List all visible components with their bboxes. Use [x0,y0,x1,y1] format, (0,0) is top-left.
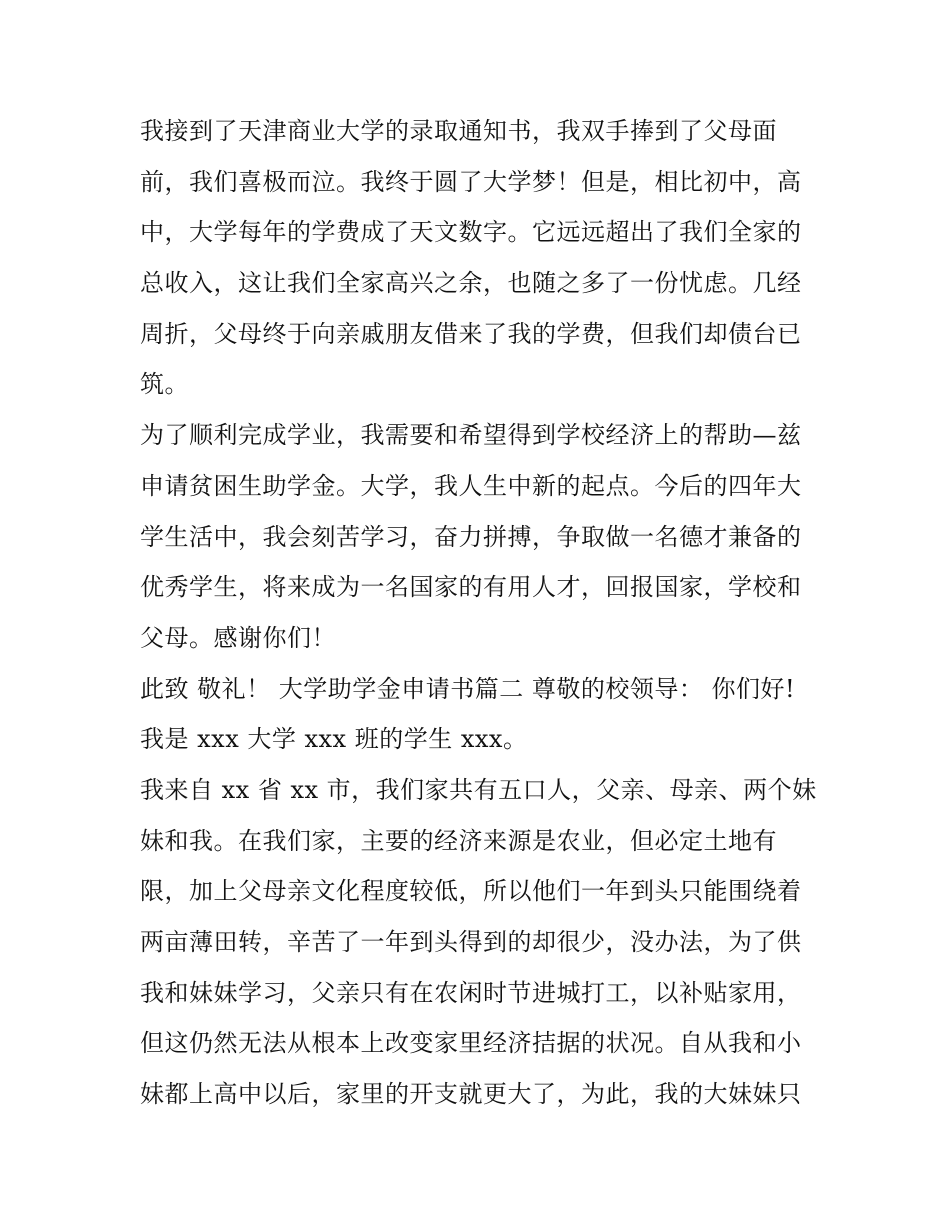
text-line: 学生活中，我会刻苦学习，奋力拼搏，争取做一名德才兼备的 [140,522,802,551]
text-line: 申请贫困生助学金。大学，我人生中新的起点。今后的四年大 [140,471,802,500]
text-line: 我是 xxx 大学 xxx 班的学生 xxx。 [140,725,528,754]
text-line: 我和妹妹学习，父亲只有在农闲时节进城打工，以补贴家用， [140,978,802,1007]
text-line: 此致 敬礼！ 大学助学金申请书篇二 尊敬的校领导： 你们好! [140,674,796,703]
text-line: 但这仍然无法从根本上改变家里经济拮据的状况。自从我和小 [140,1029,802,1058]
text-line: 妹和我。在我们家，主要的经济来源是农业，但必定土地有 [140,826,777,855]
text-line: 限，加上父母亲文化程度较低，所以他们一年到头只能围绕着 [140,877,802,906]
text-line: 妹都上高中以后，家里的开支就更大了，为此，我的大妹妹只 [140,1080,802,1109]
text-line: 筑。 [140,370,189,399]
text-line: 父母。感谢你们！ [140,623,336,652]
text-line: 优秀学生，将来成为一名国家的有用人才，回报国家，学校和 [140,573,802,602]
text-line: 周折，父母终于向亲戚朋友借来了我的学费，但我们却债台已 [140,319,802,348]
text-line: 前，我们喜极而泣。我终于圆了大学梦！但是，相比初中，高 [140,167,802,196]
text-line: 两亩薄田转，辛苦了一年到头得到的却很少，没办法，为了供 [140,928,802,956]
text-line: 我接到了天津商业大学的录取通知书，我双手捧到了父母面 [140,117,777,145]
text-line: 为了顺利完成学业，我需要和希望得到学校经济上的帮助—兹 [140,421,802,450]
text-line: 总收入，这让我们全家高兴之余，也随之多了一份忧虑。几经 [140,269,802,298]
document-body [140,106,820,1120]
text-line: 我来自 xx 省 xx 市，我们家共有五口人，父亲、母亲、两个妹 [140,775,817,804]
text-line: 中，大学每年的学费成了天文数字。它远远超出了我们全家的 [140,218,802,247]
